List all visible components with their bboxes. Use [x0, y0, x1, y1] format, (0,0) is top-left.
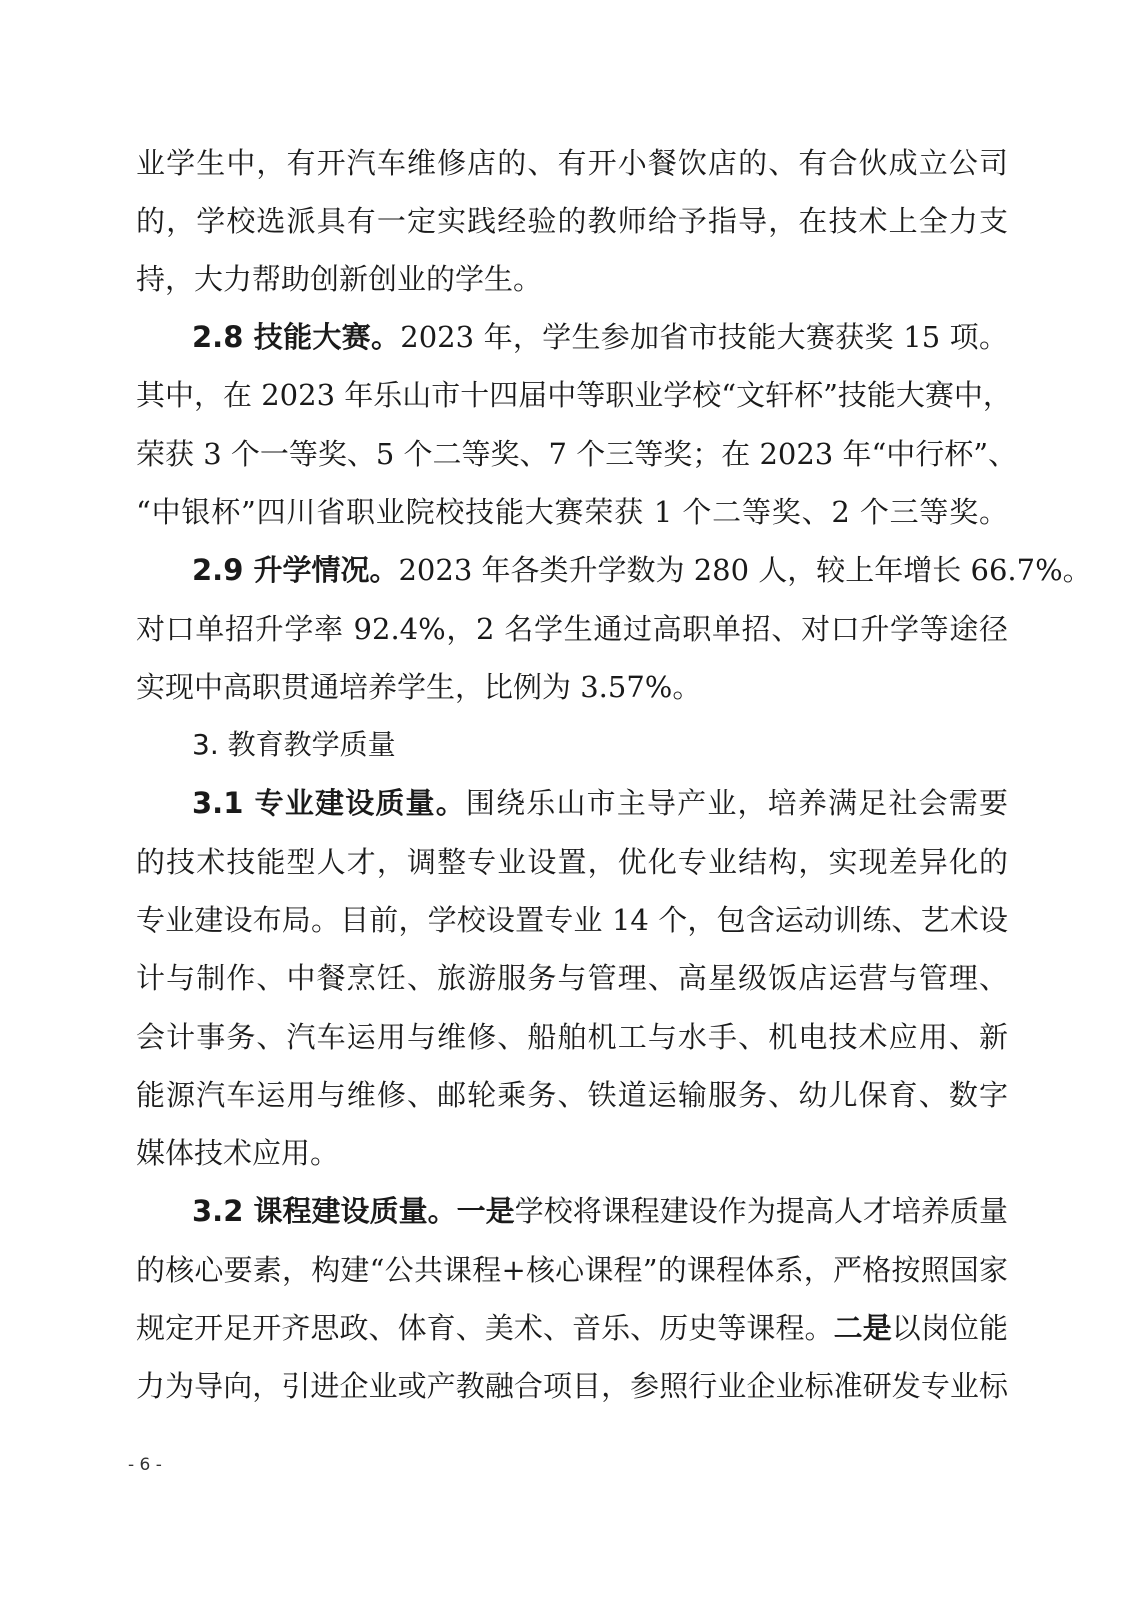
section-heading-2-8: 2.8 技能大赛。 [192, 320, 401, 354]
paragraph-text: 围绕乐山市主导产业，培养满足社会需要 [465, 786, 1008, 820]
paragraph-line: 会计事务、汽车运用与维修、船舶机工与水手、机电技术应用、新 [136, 1020, 1008, 1054]
emphasis-text: 一是 [456, 1194, 515, 1228]
paragraph-3-1-first-line [192, 783, 1008, 823]
paragraph-line: 的技术技能型人才，调整专业设置，优化专业结构，实现差异化的 [136, 845, 1008, 879]
paragraph-text: 规定开足开齐思政、体育、美术、音乐、历史等课程。 [136, 1311, 834, 1345]
paragraph-text: 学校将课程建设作为提高人才培养质量 [514, 1194, 1008, 1228]
paragraph-line: 的核心要素，构建“公共课程+核心课程”的课程体系，严格按照国家 [136, 1253, 1008, 1287]
emphasis-text: 二是 [833, 1311, 892, 1345]
section-title-3: 3. 教育教学质量 [192, 728, 396, 761]
section-heading-3-2: 3.2 课程建设质量。 [192, 1194, 457, 1228]
paragraph-3-2-first-line [192, 1191, 1008, 1231]
paragraph-2-8-first-line [192, 317, 1008, 357]
paragraph-line: 媒体技术应用。 [136, 1136, 340, 1170]
paragraph-line: 业学生中，有开汽车维修店的、有开小餐饮店的、有合伙成立公司 [136, 146, 1008, 180]
paragraph-2-9-first-line [192, 550, 1092, 590]
paragraph-line [136, 1308, 1008, 1348]
paragraph-line: 专业建设布局。目前，学校设置专业 14 个，包含运动训练、艺术设 [136, 903, 1008, 937]
paragraph-line: “中银杯”四川省职业院校技能大赛荣获 1 个二等奖、2 个三等奖。 [136, 495, 1008, 529]
paragraph-text: 2023 年各类升学数为 280 人，较上年增长 66.7%。 [398, 553, 1092, 587]
paragraph-text: 2023 年，学生参加省市技能大赛获奖 15 项。 [400, 320, 1008, 354]
paragraph-line: 计与制作、中餐烹饪、旅游服务与管理、高星级饭店运营与管理、 [136, 961, 1008, 995]
section-heading-3-1: 3.1 专业建设质量。 [192, 786, 466, 820]
paragraph-line: 的，学校选派具有一定实践经验的教师给予指导，在技术上全力支 [136, 204, 1008, 238]
paragraph-line: 实现中高职贯通培养学生，比例为 3.57%。 [136, 670, 702, 704]
paragraph-line: 能源汽车运用与维修、邮轮乘务、铁道运输服务、幼儿保育、数字 [136, 1078, 1008, 1112]
paragraph-line: 其中，在 2023 年乐山市十四届中等职业学校“文轩杯”技能大赛中， [136, 378, 1012, 412]
paragraph-line: 荣获 3 个一等奖、5 个二等奖、7 个三等奖；在 2023 年“中行杯”、 [136, 437, 1018, 471]
paragraph-line: 持，大力帮助创新创业的学生。 [136, 262, 543, 296]
paragraph-text: 以岗位能 [891, 1311, 1008, 1345]
paragraph-line: 力为导向，引进企业或产教融合项目，参照行业企业标准研发专业标 [136, 1369, 1008, 1403]
page-number: - 6 - [128, 1455, 162, 1475]
paragraph-line: 对口单招升学率 92.4%，2 名学生通过高职单招、对口升学等途径 [136, 612, 1008, 646]
section-heading-2-9: 2.9 升学情况。 [192, 553, 399, 587]
